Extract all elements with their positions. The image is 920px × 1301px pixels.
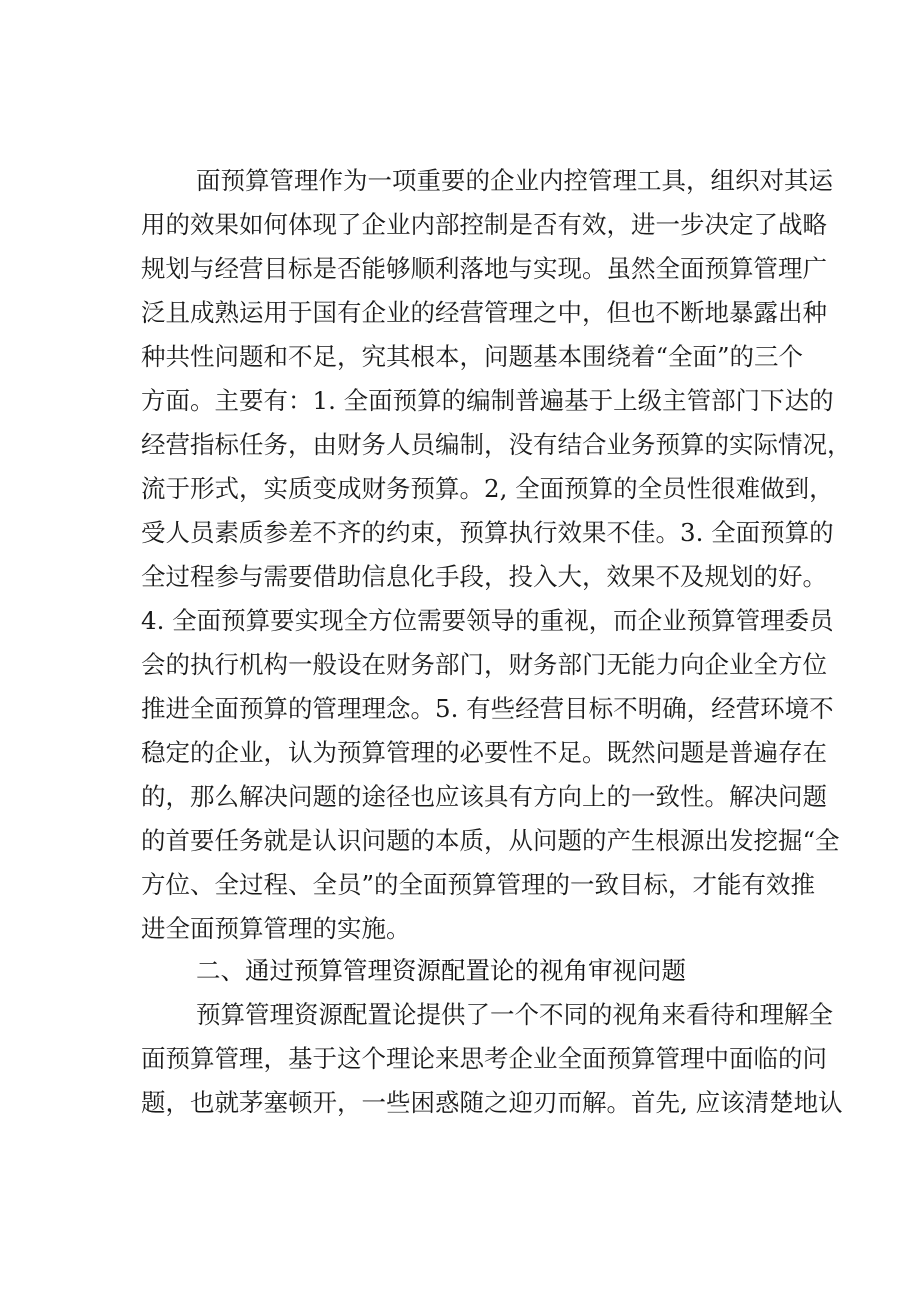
text-line: 进全面预算管理的实施。 [141, 914, 411, 943]
text-line: 受人员素质参差不齐的约束，预算执行效果不佳。3. 全面预算的 [141, 518, 834, 547]
text-line: 种共性问题和不足，究其根本，问题基本围绕着“全面”的三个 [141, 342, 804, 371]
text-line: 泛且成熟运用于国有企业的经营管理之中，但也不断地暴露出种 [141, 298, 827, 327]
text-line: 经营指标任务，由财务人员编制，没有结合业务预算的实际情况， [141, 430, 852, 459]
text-line: 稳定的企业，认为预算管理的必要性不足。既然问题是普遍存在 [141, 738, 827, 767]
text-line: 流于形式，实质变成财务预算。2, 全面预算的全员性很难做到， [141, 474, 834, 503]
text-line: 预算管理资源配置论提供了一个不同的视角来看待和理解全 [196, 1000, 833, 1029]
text-line: 方位、全过程、全员”的全面预算管理的一致目标，才能有效推 [141, 870, 816, 899]
section-heading: 二、通过预算管理资源配置论的视角审视问题 [196, 956, 686, 985]
text-line: 题，也就茅塞顿开，一些困惑随之迎刃而解。首先, 应该清楚地认 [141, 1088, 843, 1117]
text-line: 方面。主要有：1. 全面预算的编制普遍基于上级主管部门下达的 [141, 386, 834, 415]
text-line: 规划与经营目标是否能够顺利落地与实现。虽然全面预算管理广 [141, 254, 827, 283]
text-line: 面预算管理，基于这个理论来思考企业全面预算管理中面临的问 [141, 1044, 827, 1073]
text-line: 用的效果如何体现了企业内部控制是否有效，进一步决定了战略 [141, 210, 827, 239]
text-line: 4. 全面预算要实现全方位需要领导的重视，而企业预算管理委员 [141, 606, 834, 635]
text-line: 的，那么解决问题的途径也应该具有方向上的一致性。解决问题 [141, 782, 827, 811]
text-line: 面预算管理作为一项重要的企业内控管理工具，组织对其运 [196, 166, 833, 195]
text-line: 全过程参与需要借助信息化手段，投入大，效果不及规划的好。 [141, 562, 827, 591]
text-line: 推进全面预算的管理理念。5. 有些经营目标不明确，经营环境不 [141, 694, 834, 723]
text-line: 的首要任务就是认识问题的本质，从问题的产生根源出发挖掘“全 [141, 826, 840, 855]
text-line: 会的执行机构一般设在财务部门，财务部门无能力向企业全方位 [141, 650, 827, 679]
